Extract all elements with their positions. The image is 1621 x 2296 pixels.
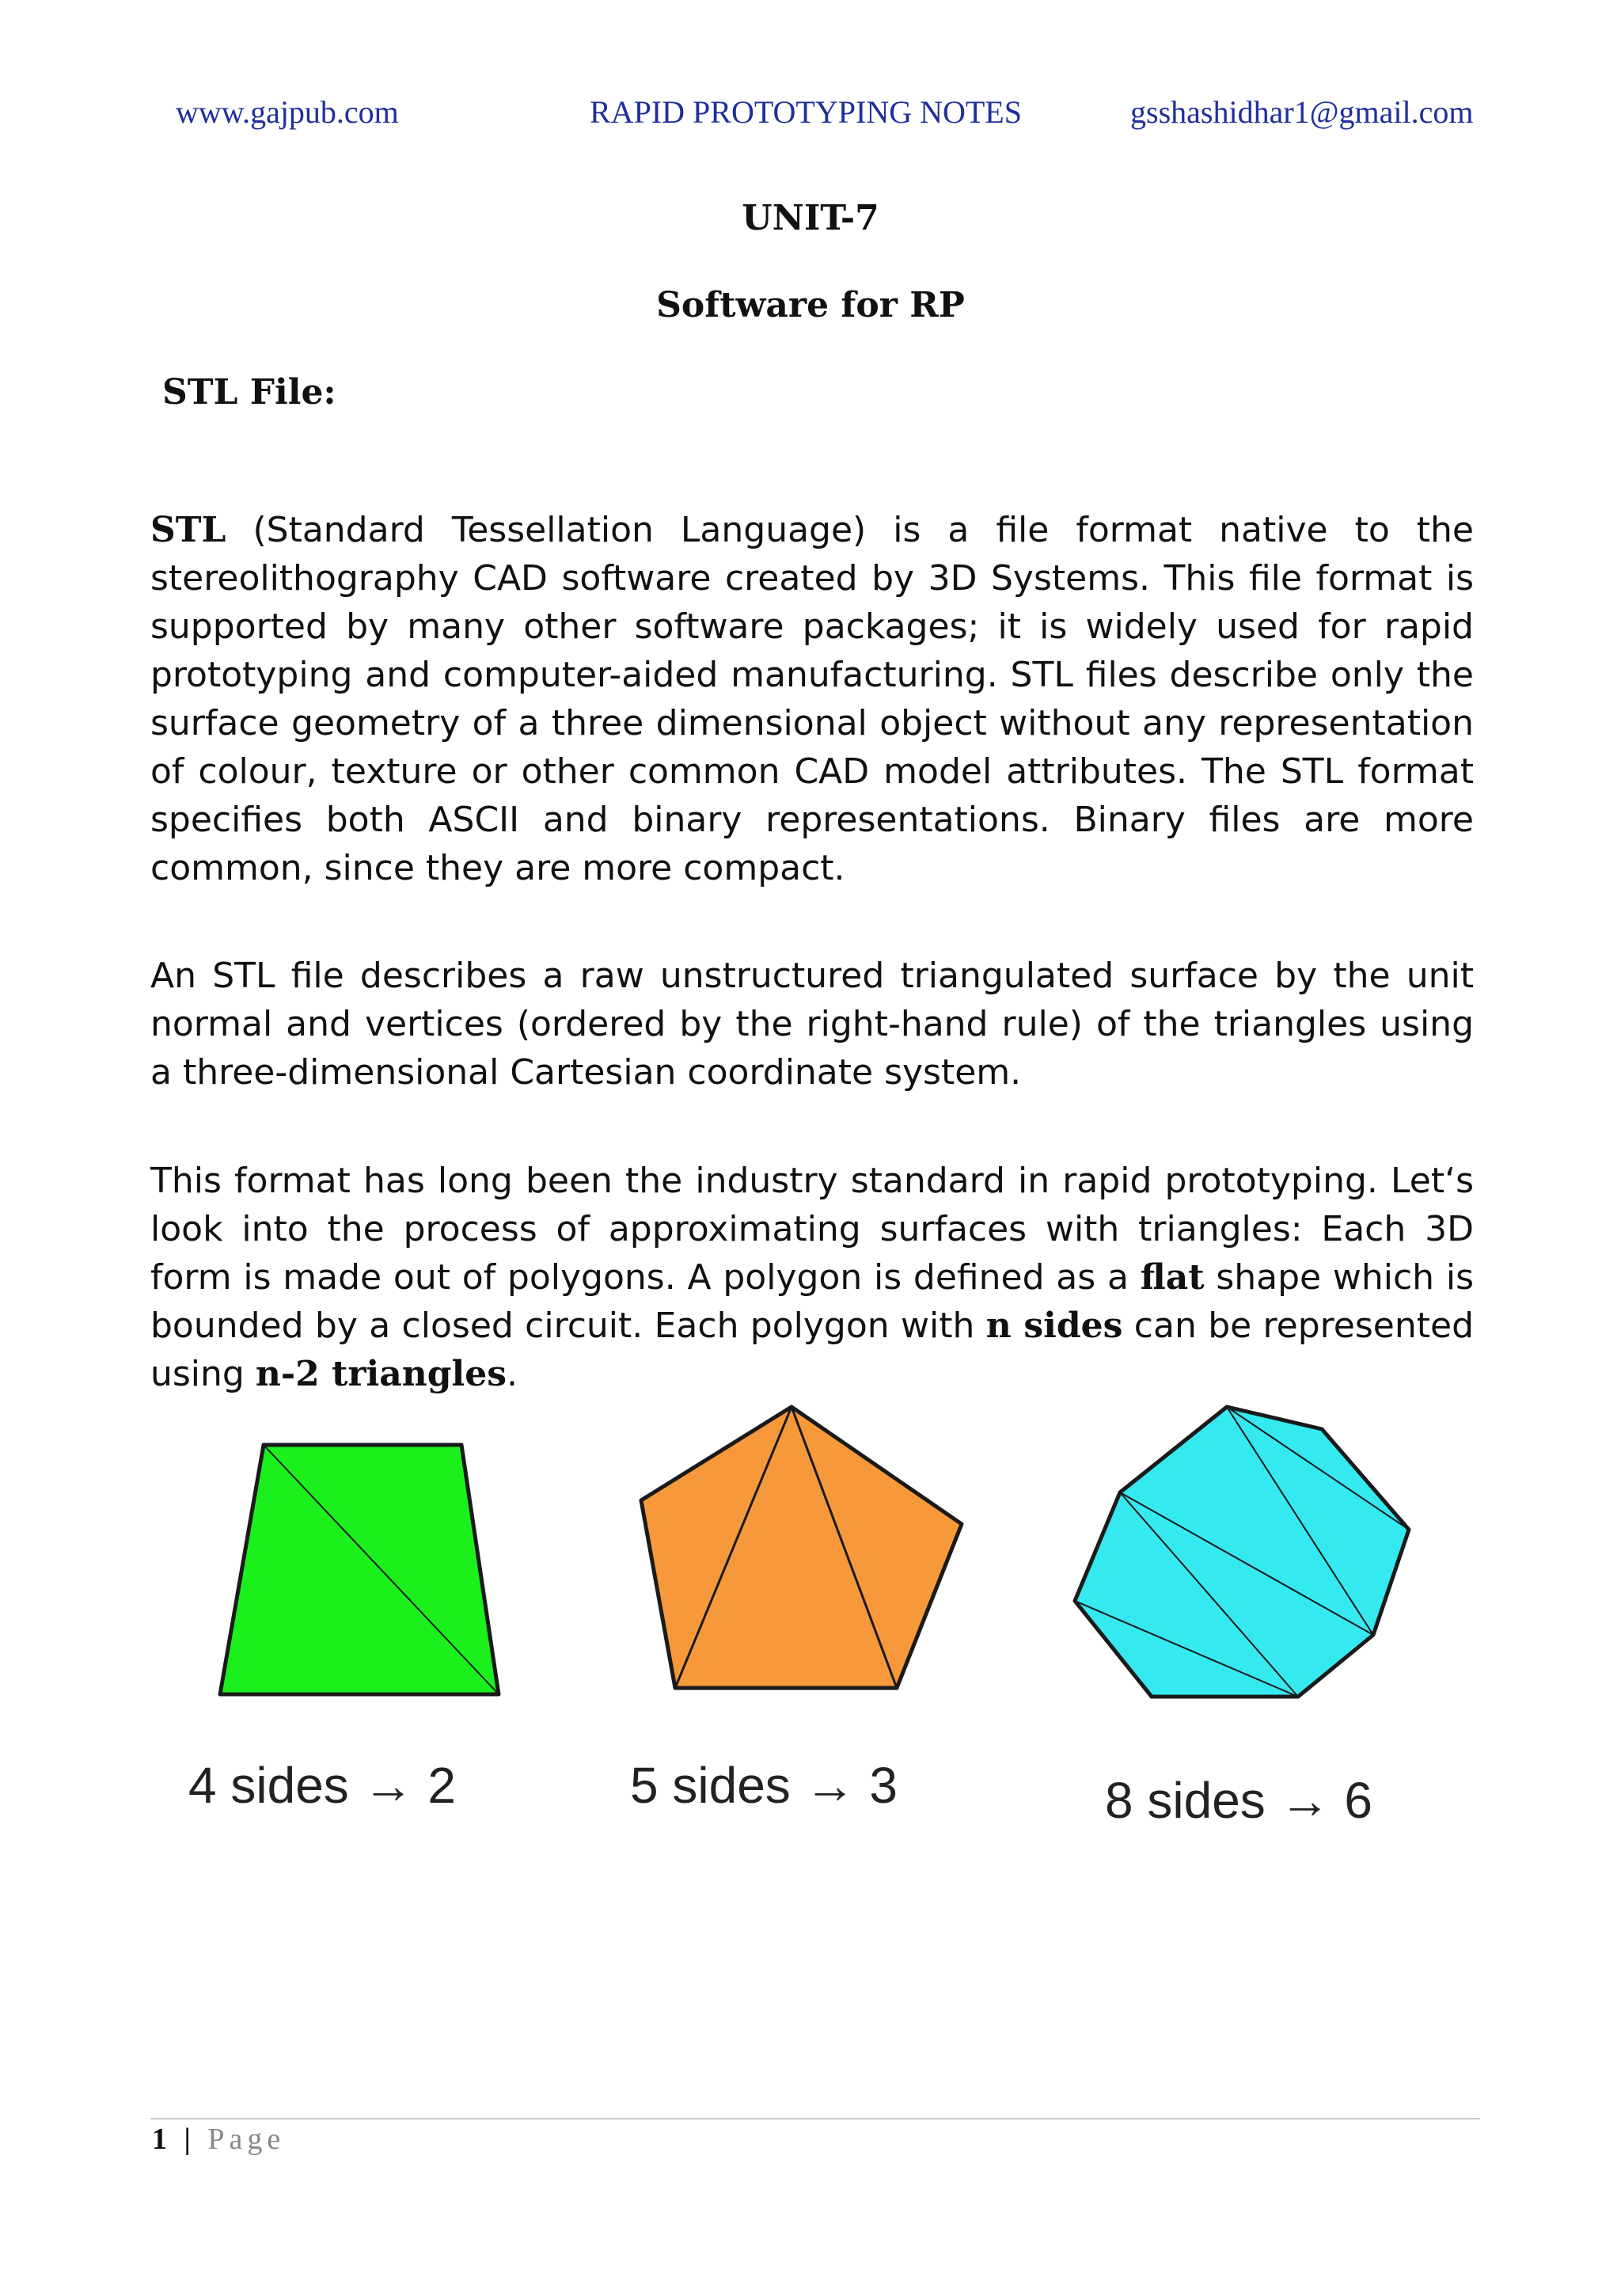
stl-term: STL (150, 510, 226, 550)
paragraph-text: shape which is bounded by a closed circuit. Each polygon with (150, 1257, 1474, 1346)
paragraph-text: can be represented using (150, 1306, 1474, 1394)
bold-term-n-sides: n sides (985, 1306, 1123, 1346)
paragraph-text: . (507, 1354, 518, 1394)
paragraph-stl-description: An STL file describes a raw unstructured triangulated surface by the unit normal and vertices (ordered by the right-hand rule) of the triangles using a three-dimensional Cartesian coordinate system. (150, 956, 1474, 1093)
footer-separator: | (184, 2123, 196, 2156)
header-email: gsshashidhar1@gmail.com (1130, 94, 1474, 130)
page-header (0, 93, 1621, 141)
paragraph-text: (Standard Tessellation Language) is a file format native to the stereolithography CAD software created by 3D Systems. This file format is supported by many other software packages; it is widely used for rapid prototyping and computer-aided manufacturing. STL files describe only the surface geometry of a three dimensional object without any representation of colour, texture or other common CAD model attributes. The STL format specifies both ASCII and binary representations. Binary files are more common, since they are more compact. (150, 510, 1474, 888)
header-title: RAPID PROTOTYPING NOTES (590, 94, 1022, 130)
caption-8-sides: 8 sides → 6 (1105, 1772, 1372, 1829)
quadrilateral-shape (220, 1445, 499, 1694)
caption-4-sides: 4 sides → 2 (188, 1757, 456, 1814)
bold-term-n-2-triangles: n-2 triangles (255, 1354, 507, 1394)
page-label: Page (207, 2123, 286, 2156)
paragraph-text: This format has long been the industry standard in rapid prototyping. Let‘s look into the process of approximating surfaces with triangles: Each 3D form is made out of polygons. A polygon is defined as a (150, 1161, 1474, 1298)
section-title: STL File: (162, 372, 336, 412)
page-number: 1 (152, 2123, 172, 2156)
footer-divider (150, 2118, 1480, 2119)
page-footer (152, 2122, 285, 2157)
paragraph-stl-definition (150, 506, 1474, 892)
caption-5-sides: 5 sides → 3 (630, 1757, 898, 1814)
bold-term-flat: flat (1140, 1257, 1205, 1298)
octagon-shape (1075, 1407, 1409, 1697)
unit-title: UNIT-7 (742, 198, 879, 238)
header-site: www.gajpub.com (176, 94, 399, 130)
paragraph-triangulation (150, 1157, 1474, 1398)
chapter-subtitle: Software for RP (656, 285, 965, 325)
pentagon-shape (641, 1407, 962, 1688)
